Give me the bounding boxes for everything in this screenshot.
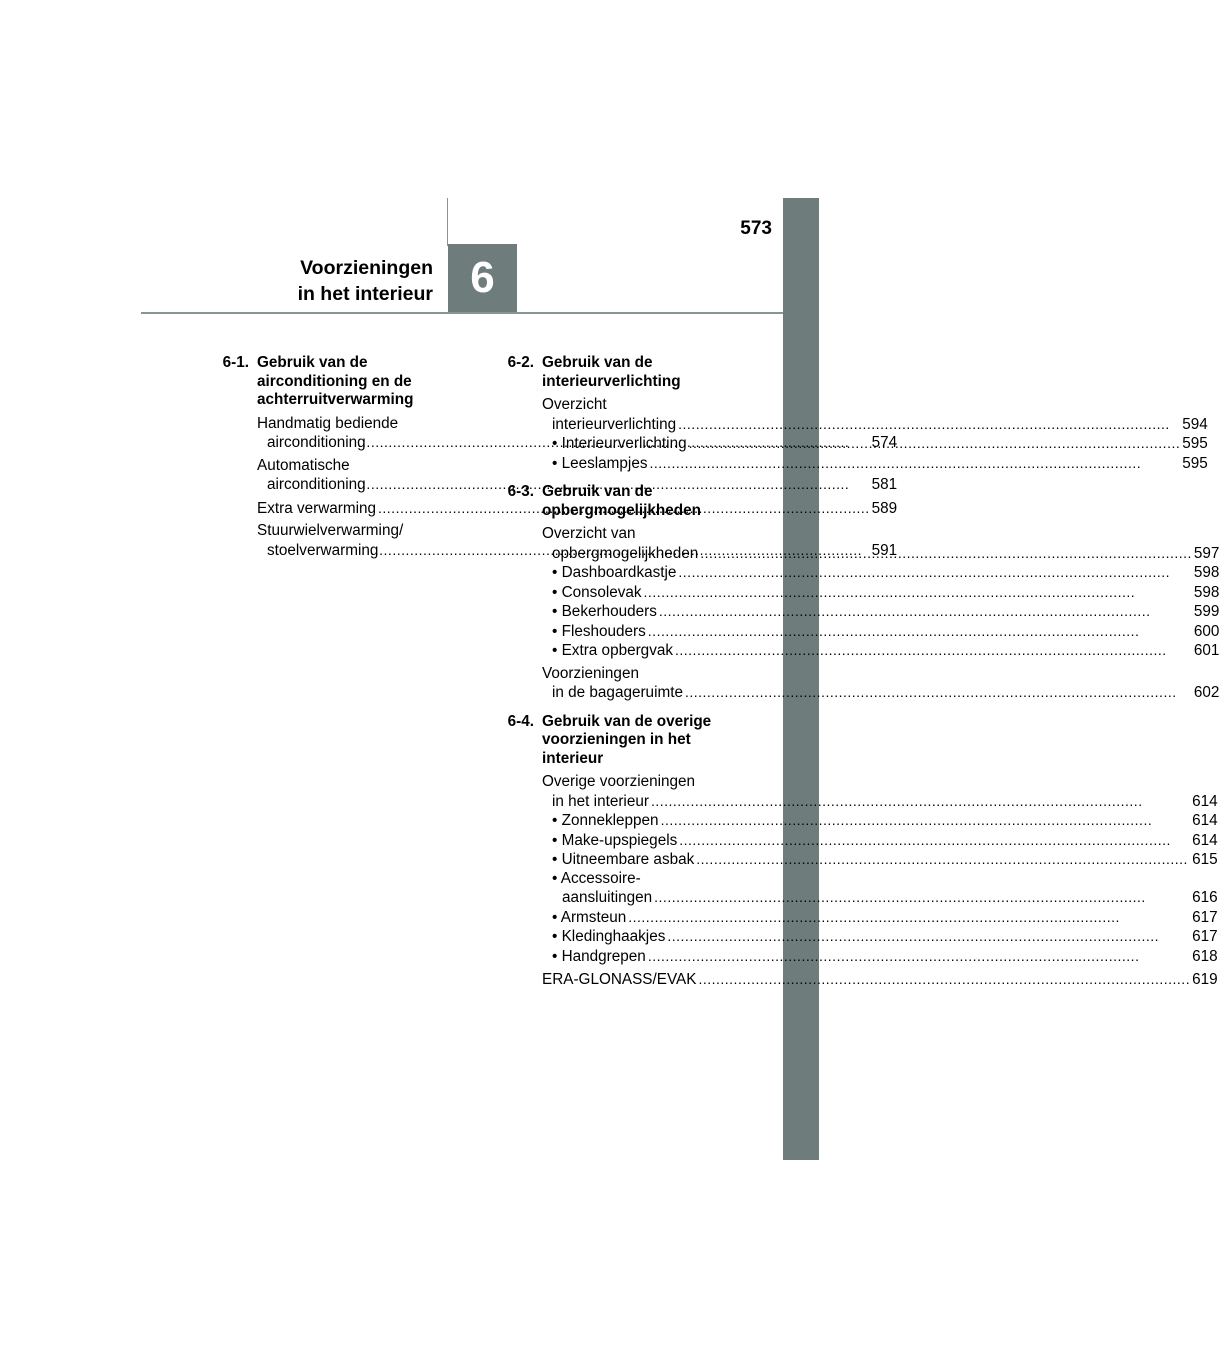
toc-page-ref: 614 — [1192, 792, 1218, 810]
toc-page-ref: 601 — [1193, 642, 1219, 659]
header-divider-vertical — [447, 198, 448, 246]
toc-entry-label: • Armsteun — [552, 908, 627, 926]
toc-page-ref: 574 — [871, 434, 898, 451]
toc-page-ref: 615 — [1192, 851, 1218, 868]
chapter-number: 6 — [470, 253, 495, 302]
section-title-line: achterruitverwarming — [257, 391, 414, 408]
toc-page-ref: 581 — [871, 476, 898, 493]
toc-subentry[interactable] — [542, 927, 1218, 947]
section-title-line: Gebruik van de — [257, 354, 368, 371]
toc-entry[interactable] — [542, 396, 1208, 473]
toc-page-ref: 619 — [1192, 971, 1218, 988]
toc-entry[interactable] — [542, 525, 1219, 661]
header-divider-horizontal — [141, 312, 783, 314]
section-title-line: Gebruik van de — [542, 354, 653, 371]
toc-subentry[interactable] — [542, 563, 1219, 583]
toc-subentry[interactable] — [542, 831, 1218, 851]
section-title-line: interieurverlichting — [542, 372, 681, 390]
section-title-line: Gebruik van de — [542, 483, 653, 500]
toc-subentry[interactable] — [542, 641, 1219, 661]
toc-page-ref: 594 — [1182, 415, 1208, 433]
toc-entry-head: Automatische — [257, 456, 350, 474]
toc-subentry[interactable] — [542, 622, 1219, 642]
section-title-line: opbergmogelijkheden — [542, 501, 701, 519]
section-title-line: interieur — [542, 749, 604, 767]
toc-entry-label: • Fleshouders — [552, 622, 646, 640]
toc-entry[interactable] — [542, 970, 1218, 990]
toc-entry-label: interieurverlichting — [552, 415, 677, 433]
toc-entry-label: • Dashboardkastje — [552, 564, 677, 581]
toc-entry-head: Stuurwielverwarming/ — [257, 522, 404, 539]
chapter-title-line2: in het interieur — [297, 283, 433, 305]
toc-page-ref: 616 — [1192, 889, 1218, 906]
toc-page-ref: 614 — [1192, 831, 1218, 849]
toc-page-ref: 617 — [1192, 908, 1218, 926]
section-number: 6-3. — [507, 483, 534, 500]
toc-subentry[interactable] — [542, 434, 1208, 454]
toc-entry-label: • Zonnekleppen — [552, 812, 659, 829]
page-number: 573 — [740, 218, 772, 239]
toc-subentry[interactable] — [542, 454, 1208, 474]
toc-page-ref: 614 — [1192, 812, 1218, 829]
toc-entry-label: • Leeslampjes — [552, 454, 648, 472]
toc-entry-label: • Kledinghaakjes — [552, 928, 666, 945]
toc-page-ref: 617 — [1192, 928, 1218, 945]
toc-entry-label: in de bagageruimte — [552, 684, 683, 701]
toc-page-ref: 598 — [1193, 564, 1219, 581]
toc-page-ref: 598 — [1193, 583, 1219, 601]
toc-subentry[interactable] — [542, 583, 1219, 603]
chapter-title — [298, 255, 433, 307]
toc-entry-label: aansluitingen — [562, 889, 653, 906]
toc-entry-label: • Consolevak — [552, 583, 642, 601]
chapter-title-line1: Voorzieningen — [300, 257, 433, 279]
section-number: 6-1. — [222, 354, 249, 371]
toc-entry-label: • Bekerhouders — [552, 603, 657, 620]
toc-entry-label: airconditioning — [267, 476, 366, 493]
section-title-line: Gebruik van de overige — [542, 712, 712, 730]
toc-page-ref: 602 — [1193, 684, 1219, 701]
toc-entry-head: Overzicht van — [542, 525, 636, 542]
toc-subentry[interactable] — [542, 947, 1218, 967]
toc-entry-label: in het interieur — [552, 792, 649, 810]
toc-entry[interactable] — [542, 665, 1219, 703]
toc-entry-head: Handmatig bediende — [257, 414, 399, 432]
toc-entry-label: ERA-GLONASS/EVAK — [542, 971, 697, 988]
section-title — [542, 713, 1218, 769]
toc-subentry-head: • Accessoire- — [552, 869, 641, 887]
toc-subentry[interactable] — [542, 908, 1218, 928]
toc-subentry[interactable] — [542, 602, 1219, 622]
toc-entry-label: • Extra opbergvak — [552, 642, 673, 659]
section-title-line: voorzieningen in het — [542, 731, 691, 748]
section-title-line: airconditioning en de — [257, 372, 412, 390]
section-number: 6-4. — [507, 712, 534, 730]
toc-page-ref: 591 — [871, 541, 898, 559]
toc-page-ref: 618 — [1192, 947, 1218, 965]
toc-entry-label: • Interieurverlichting — [552, 435, 687, 452]
toc-entry-label: • Make-upspiegels — [552, 831, 678, 849]
toc-page-ref: 595 — [1182, 435, 1208, 452]
toc-entry-label: opbergmogelijkheden — [552, 544, 699, 562]
toc-page-ref: 589 — [871, 499, 898, 517]
section-title — [542, 483, 1219, 520]
toc-page-ref: 599 — [1193, 603, 1219, 620]
section-title — [542, 354, 1208, 391]
toc-entry-head: Overzicht — [542, 396, 607, 413]
toc-section-6-4 — [490, 712, 1218, 994]
toc-subentry[interactable] — [542, 811, 1218, 831]
toc-entry[interactable] — [542, 773, 1218, 966]
toc-entry-label: • Uitneembare asbak — [552, 851, 695, 868]
toc-subentry[interactable] — [542, 850, 1218, 870]
toc-page-ref: 597 — [1193, 544, 1219, 562]
toc-entry-label: airconditioning — [267, 434, 366, 451]
toc-page-ref: 595 — [1182, 454, 1208, 472]
toc-entry-head: Overige voorzieningen — [542, 773, 696, 790]
toc-entry-label: Extra verwarming — [257, 499, 377, 517]
toc-subentry[interactable] — [542, 888, 1218, 908]
toc-entry-label: • Handgrepen — [552, 947, 646, 965]
toc-page-ref: 600 — [1193, 622, 1219, 640]
toc-entry-head: Voorzieningen — [542, 664, 639, 682]
toc-entry-label: stoelverwarming — [267, 541, 379, 559]
section-number: 6-2. — [507, 354, 534, 371]
chapter-number-box — [448, 244, 517, 312]
